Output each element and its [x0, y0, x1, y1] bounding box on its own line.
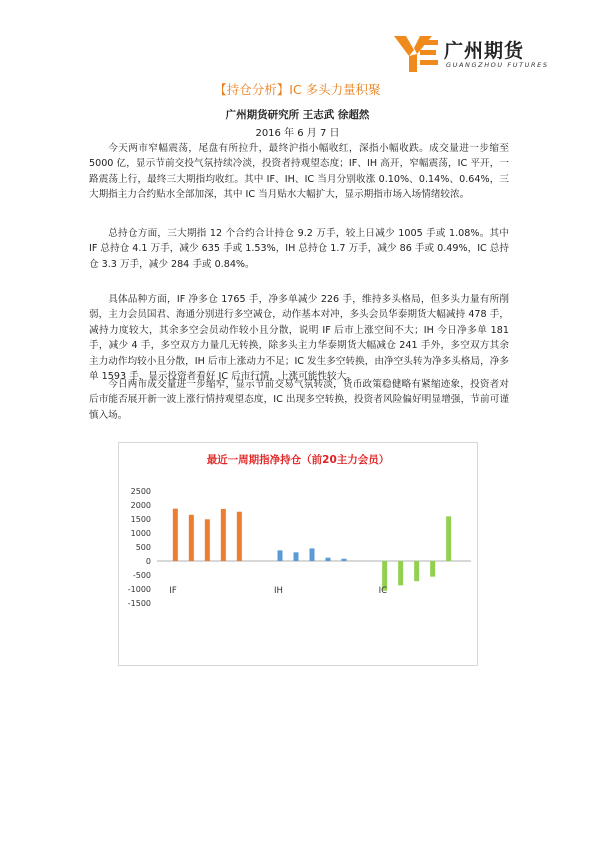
y-tick-label: -500: [132, 571, 151, 580]
bar-ih: [310, 548, 315, 561]
y-tick-label: 1500: [130, 515, 151, 524]
bar-if: [221, 509, 226, 561]
logo-english-name: GUANGZHOU FUTURES: [446, 61, 549, 69]
y-tick-label: -1500: [127, 599, 151, 608]
y-tick-label: 2000: [130, 501, 151, 510]
y-tick-label: 0: [145, 557, 151, 566]
paragraph-product-details: 具体品种方面，IF 净多仓 1765 手，净多单减少 226 手，维持多头格局，但多头力量有所削弱，主力会员国君、海通分别进行多空减仓，动作基本对冲，多头会员华泰期货大幅减持 478 手，减持力度较大，其余多空会员动作较小且分散，说明 IF 后市上涨空间不大；IH 今日净多单 181 手，减少 4 手，多空双方力量几无转换，除多头主力华泰期货大幅减仓 241 手外，多空双方其余主力动作均较小且分散，IH 后市上涨动力不足；IC 发生多空转换，由净空头转为净多头格局，净多单 1593 手，显示投资者看好 IC 后市行情，上涨可能性较大。: [89, 294, 509, 383]
y-tick-label: 1000: [130, 529, 151, 538]
report-title: 【持仓分析】IC 多头力量积聚: [214, 82, 381, 97]
net-position-chart: [118, 442, 478, 666]
bar-ic: [446, 516, 451, 561]
bar-if: [205, 519, 210, 561]
logo-chinese-name: 广州期货: [444, 40, 525, 62]
category-label-ih: IH: [274, 586, 283, 596]
report-date: 2016 年 6 月 7 日: [255, 128, 340, 139]
bar-ih: [278, 550, 283, 561]
bar-if: [189, 515, 194, 561]
y-tick-label: 2500: [130, 487, 151, 496]
company-logo: [392, 32, 572, 76]
y-tick-label: 500: [135, 543, 151, 552]
bar-ih: [294, 552, 299, 561]
bar-ic: [398, 561, 403, 585]
bar-if: [237, 512, 242, 561]
bar-ic: [414, 561, 419, 581]
category-label-ic: IC: [378, 586, 388, 596]
bar-ic: [430, 561, 435, 577]
paragraph-market-summary: 今天两市窄幅震荡，尾盘有所拉升，最终沪指小幅收红，深指小幅收跌。成交量进一步缩至 5000 亿，显示节前交投气氛持续冷淡，投资者持观望态度；IF、IH 高开，窄幅震荡，IC 平开，一路震荡上行，最终三大期指均收红。其中 IF、IH、IC 当月分别收涨 0.10%、0.14%、0.64%，三大期指主力合约贴水全部加深，其中 IC 当月贴水大幅扩大，显示期指市场入场情绪较浓。: [89, 143, 509, 201]
category-label-if: IF: [169, 586, 177, 596]
chart-title: 最近一周期指净持仓（前20主力会员）: [206, 454, 390, 466]
bar-ih: [342, 559, 347, 561]
y-tick-label: -1000: [127, 585, 151, 594]
guangzhou-futures-logo-icon: [392, 32, 440, 74]
paragraph-total-positions: 总持仓方面，三大期指 12 个合约合计持仓 9.2 万手，较上日减少 1005 手或 1.08%。其中 IF 总持仓 4.1 万手，减少 635 手或 1.53%，IH 总持仓 1.7 万手，减少 86 手或 0.49%，IC 总持仓 3.3 万手，减少 284 手或 0.84%。: [89, 228, 509, 270]
chart-plot-area: [119, 443, 477, 665]
bar-if: [173, 509, 178, 561]
bar-ih: [326, 558, 331, 561]
report-authors: 广州期货研究所 王志武 徐超然: [225, 109, 370, 121]
paragraph-outlook: 今日两市成交量进一步缩窄，显示节前交易气氛转淡，货币政策稳健略有紧缩迹象，投资者对后市能否展开新一波上涨行情持观望态度，IC 出现多空转换，投资者风险偏好明显增强，节前可谨慎入场。: [89, 379, 509, 421]
